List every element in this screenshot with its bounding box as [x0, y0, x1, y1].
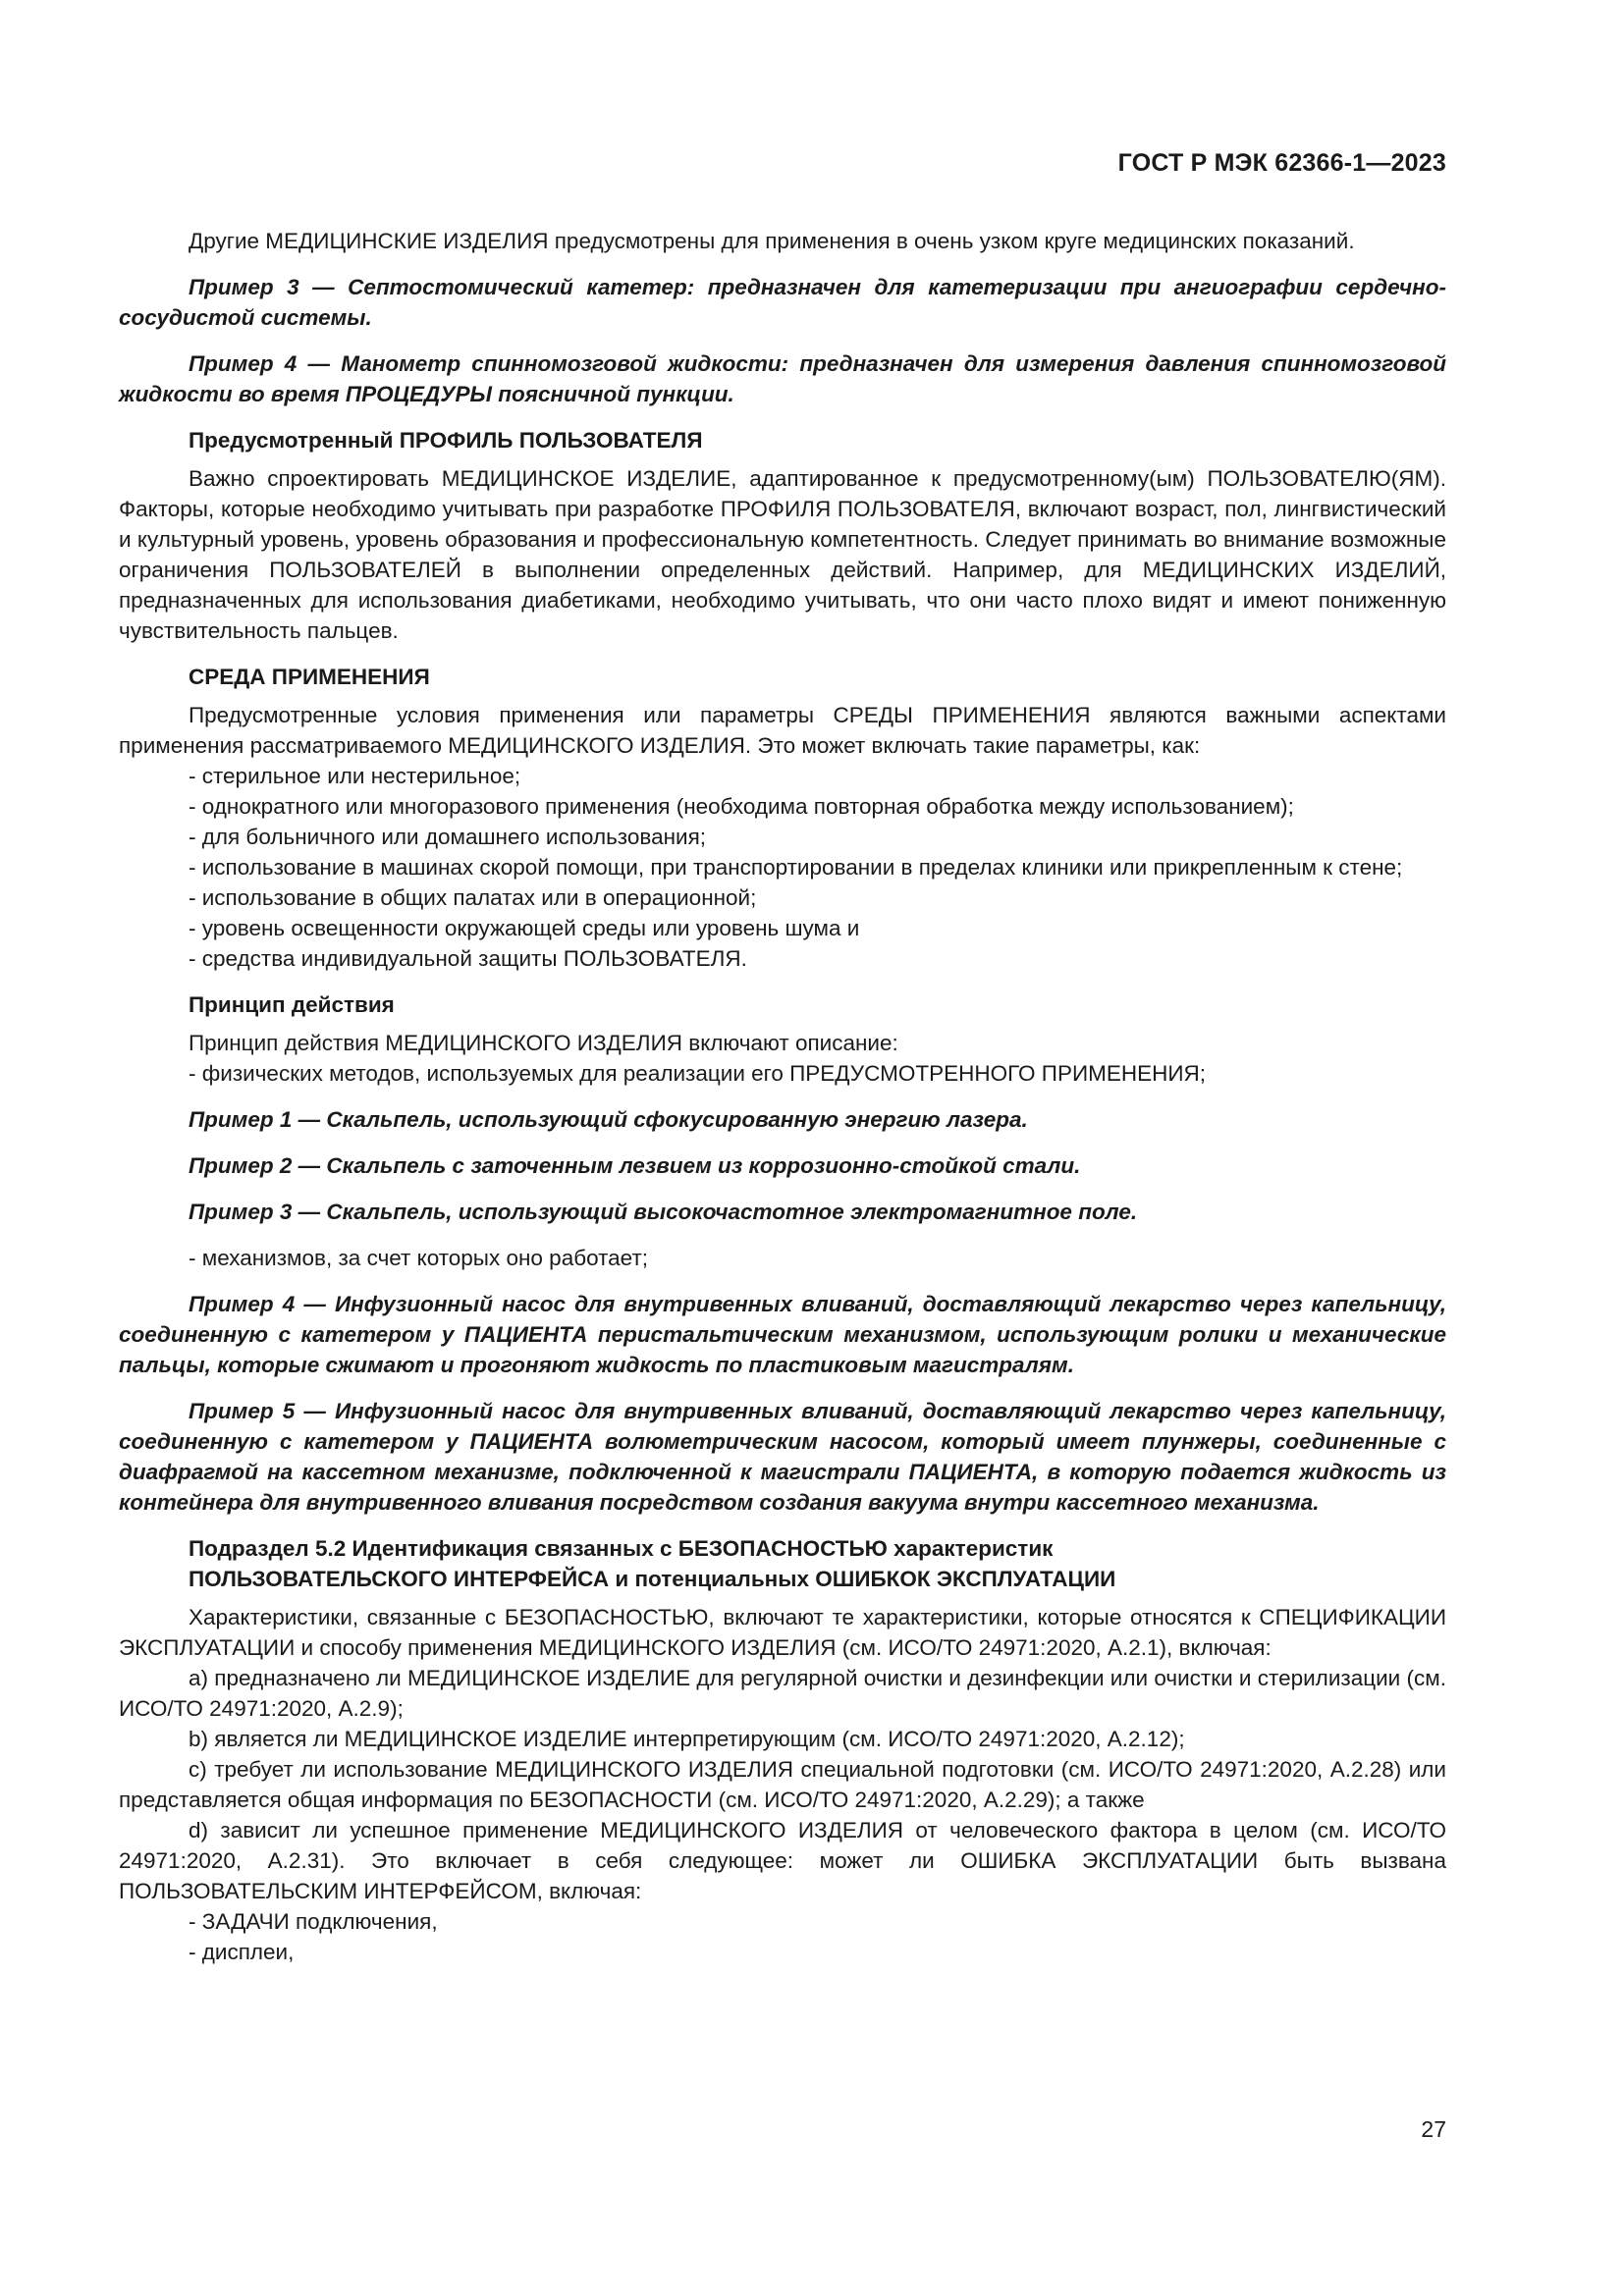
page-content: [119, 226, 1446, 1967]
list-item: - использование в общих палатах или в операционной;: [189, 885, 757, 910]
list-item: - механизмов, за счет которых оно работает;: [189, 1246, 649, 1270]
list-item-a: a) предназначено ли МЕДИЦИНСКОЕ ИЗДЕЛИЕ для регулярной очистки и дезинфекции или очистки и стерилизации (см. ИСО/ТО 24971:2020, А.2.9);: [119, 1666, 1446, 1721]
document-code: ГОСТ Р МЭК 62366-1—2023: [1117, 149, 1446, 177]
list-item: - однократного или многоразового применения (необходима повторная обработка между использованием);: [189, 794, 1294, 819]
example-1-laser-scalpel: Пример 1 — Скальпель, использующий сфокусированную энергию лазера.: [189, 1107, 1028, 1132]
heading-operating-principle: Принцип действия: [189, 992, 395, 1017]
list-item: - дисплеи,: [189, 1940, 295, 1964]
example-3-hf-scalpel: Пример 3 — Скальпель, использующий высокочастотное электромагнитное поле.: [189, 1200, 1138, 1224]
paragraph-use-environment: Предусмотренные условия применения или параметры СРЕДЫ ПРИМЕНЕНИЯ являются важными аспектами применения рассматриваемого МЕДИЦИНСКОГО ИЗДЕЛИЯ. Это может включать такие параметры, как:: [119, 703, 1446, 758]
example-5-volumetric-pump: Пример 5 — Инфузионный насос для внутривенных вливаний, доставляющий лекарство через капельницу, соединенную с катетером у ПАЦИЕНТА волюметрическим насосом, который имеет плунжеры, соединенные с диафрагмой на кассетном механизме, подключенной к магистрали ПАЦИЕНТА, в которую подается жидкость из контейнера для внутривенного вливания посредством создания вакуума внутри кассетного механизма.: [119, 1399, 1446, 1515]
heading-use-environment: СРЕДА ПРИМЕНЕНИЯ: [189, 665, 430, 689]
paragraph-safety-characteristics: Характеристики, связанные с БЕЗОПАСНОСТЬЮ, включают те характеристики, которые относятся к СПЕЦИФИКАЦИИ ЭКСПЛУАТАЦИИ и способу применения МЕДИЦИНСКОГО ИЗДЕЛИЯ (см. ИСО/ТО 24971:2020, А.2.1), включая:: [119, 1605, 1446, 1660]
list-item-b: b) является ли МЕДИЦИНСКОЕ ИЗДЕЛИЕ интерпретирующим (см. ИСО/ТО 24971:2020, А.2.12);: [189, 1727, 1185, 1751]
list-item: - для больничного или домашнего использования;: [189, 825, 707, 849]
heading-subsection-5-2-line2: ПОЛЬЗОВАТЕЛЬСКОГО ИНТЕРФЕЙСА и потенциальных ОШИБКОК ЭКСПЛУАТАЦИИ: [189, 1567, 1116, 1591]
example-2-steel-scalpel: Пример 2 — Скальпель с заточенным лезвием из коррозионно-стойкой стали.: [189, 1153, 1081, 1178]
page-number: 27: [1421, 2116, 1446, 2142]
paragraph-other-devices: Другие МЕДИЦИНСКИЕ ИЗДЕЛИЯ предусмотрены для применения в очень узком круге медицинских показаний.: [189, 229, 1355, 253]
list-item: - стерильное или нестерильное;: [189, 764, 521, 788]
example-4-peristaltic-pump: Пример 4 — Инфузионный насос для внутривенных вливаний, доставляющий лекарство через капельницу, соединенную с катетером у ПАЦИЕНТА перистальтическим механизмом, использующим ролики и механические пальцы, которые сжимают и прогоняют жидкость по пластиковым магистралям.: [119, 1292, 1446, 1377]
heading-subsection-5-2: [119, 1533, 1446, 1594]
list-item: - уровень освещенности окружающей среды или уровень шума и: [189, 916, 860, 940]
heading-subsection-5-2-line1: Подраздел 5.2 Идентификация связанных с БЕЗОПАСНОСТЬЮ характеристик: [189, 1536, 1054, 1561]
list-item: - средства индивидуальной защиты ПОЛЬЗОВАТЕЛЯ.: [189, 946, 747, 971]
example-3-septostomy: Пример 3 — Септостомический катетер: предназначен для катетеризации при ангиографии сердечно-сосудистой системы.: [119, 275, 1446, 330]
list-item: - физических методов, используемых для реализации его ПРЕДУСМОТРЕННОГО ПРИМЕНЕНИЯ;: [189, 1061, 1207, 1086]
list-item: - ЗАДАЧИ подключения,: [189, 1909, 438, 1934]
heading-user-profile: Предусмотренный ПРОФИЛЬ ПОЛЬЗОВАТЕЛЯ: [189, 428, 703, 453]
example-4-manometer: Пример 4 — Манометр спинномозговой жидкости: предназначен для измерения давления спинномозговой жидкости во время ПРОЦЕДУРЫ поясничной пункции.: [119, 351, 1446, 406]
list-item: - использование в машинах скорой помощи, при транспортировании в пределах клиники или прикрепленным к стене;: [189, 855, 1403, 880]
list-item-c: c) требует ли использование МЕДИЦИНСКОГО ИЗДЕЛИЯ специальной подготовки (см. ИСО/ТО 24971:2020, А.2.28) или представляется общая информация по БЕЗОПАСНОСТИ (см. ИСО/ТО 24971:2020, А.2.29); а также: [119, 1757, 1446, 1812]
paragraph-operating-principle: Принцип действия МЕДИЦИНСКОГО ИЗДЕЛИЯ включают описание:: [189, 1031, 898, 1055]
paragraph-user-profile: Важно спроектировать МЕДИЦИНСКОЕ ИЗДЕЛИЕ, адаптированное к предусмотренному(ым) ПОЛЬЗОВАТЕЛЮ(ЯМ). Факторы, которые необходимо учитывать при разработке ПРОФИЛЯ ПОЛЬЗОВАТЕЛЯ, включают возраст, пол, лингвистический и культурный уровень, уровень образования и профессиональную компетентность. Следует принимать во внимание возможные ограничения ПОЛЬЗОВАТЕЛЕЙ в выполнении определенных действий. Например, для МЕДИЦИНСКИХ ИЗДЕЛИЙ, предназначенных для использования диабетиками, необходимо учитывать, что они часто плохо видят и имеют пониженную чувствительность пальцев.: [119, 466, 1446, 643]
list-item-d: d) зависит ли успешное применение МЕДИЦИНСКОГО ИЗДЕЛИЯ от человеческого фактора в целом (см. ИСО/ТО 24971:2020, А.2.31). Это включает в себя следующее: может ли ОШИБКА ЭКСПЛУАТАЦИИ быть вызвана ПОЛЬЗОВАТЕЛЬСКИМ ИНТЕРФЕЙСОМ, включая:: [119, 1818, 1446, 1903]
